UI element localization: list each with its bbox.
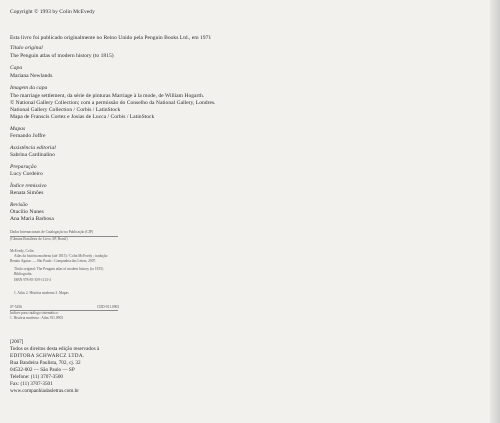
credit-label: Revisão xyxy=(10,202,28,208)
publisher-year: [2007] xyxy=(10,340,24,345)
cip-index-header: Índices para catálogo sistemático: xyxy=(10,311,59,315)
cip-line: Atlas da história moderna (até 1815) / Colin McEvedy ; tradução xyxy=(14,254,108,258)
credit-label: Título original xyxy=(10,45,43,51)
edition-note: Esta livro foi publicado originalmente no Reino Unido pela Penguin Books Ltd., em 1971 xyxy=(10,35,212,41)
publisher-line: Rua Bandeira Paulista, 702, cj. 32 xyxy=(10,360,81,366)
credit-value: Mapa de Franscis Cortez e Josias de Lucca / Corbis / LatinStock xyxy=(10,114,155,120)
credit-value: © National Gallery Collection; com a permissão do Conselho da National Gallery, Londres. xyxy=(10,100,216,106)
credit-label: Índice remissivo xyxy=(10,183,47,189)
cip-index-line: 1. História moderna : Atlas 911.0903 xyxy=(10,316,64,320)
cip-code-right: CDD-911.0903 xyxy=(97,305,120,309)
credit-value: Sabrina Cardinalino xyxy=(10,152,55,158)
credit-label: Assistência editorial xyxy=(10,145,56,151)
credit-value: Fernando Joffre xyxy=(10,133,46,139)
cip-header: Dados Internacionais de Catalogação na Publicação (CIP) xyxy=(10,230,94,234)
cip-code-left: 07-5456 xyxy=(10,305,22,309)
cip-subheader: (Câmara Brasileira do Livro, SP, Brasil) xyxy=(10,237,68,241)
credit-label: Preparação xyxy=(10,164,37,170)
publisher-line: 04532-002 — São Paulo — SP xyxy=(10,367,75,373)
credit-value: The Penguin atlas of modern history (to 1815) xyxy=(10,53,114,59)
copyright-line: Copyright © 1993 by Colin McEvedy xyxy=(10,9,95,15)
credit-value: Renata Simões xyxy=(10,190,44,196)
credit-value: National Gallery Collection / Corbis / LatinStock xyxy=(10,107,121,113)
credit-value: Lucy Cordeiro xyxy=(10,171,43,177)
publisher-line: Todos os direitos desta edição reservados à xyxy=(10,346,100,352)
publisher-line: EDITORA SCHWARCZ LTDA. xyxy=(10,353,85,359)
cip-line: Título original: The Penguin atlas of modern history (to 1815) xyxy=(14,267,104,271)
cip-line: 1. Atlas 2. História moderna 3. Mapas xyxy=(14,291,69,295)
credit-value: The marriage settlement, da série de pinturas Marriage à la mode, de William Hogarth. xyxy=(10,93,205,99)
publisher-line: Fax: (11) 3707-3501 xyxy=(10,381,53,387)
cip-line: Renato Aguiar. — São Paulo : Companhia das Letras, 2007. xyxy=(10,259,97,263)
credit-value: Ana Maria Barbosa xyxy=(10,216,54,222)
credit-label: Mapas xyxy=(10,126,26,132)
book-gutter-shadow xyxy=(490,0,500,423)
cip-line: Bibliografia. xyxy=(14,272,33,276)
credit-value: Otacílio Nunes xyxy=(10,209,44,215)
cip-line: ISBN 978-85-359-1113-3 xyxy=(14,278,51,282)
credit-label: Imagem da capa xyxy=(10,85,48,91)
credit-value: Mariana Newlands xyxy=(10,73,53,79)
publisher-website: www.companhiadasletras.com.br xyxy=(10,388,79,394)
credit-label: Capa xyxy=(10,65,23,71)
publisher-line: Telefone: (11) 3707-3500 xyxy=(10,374,64,380)
cip-line: McEvedy, Colin xyxy=(10,249,34,253)
